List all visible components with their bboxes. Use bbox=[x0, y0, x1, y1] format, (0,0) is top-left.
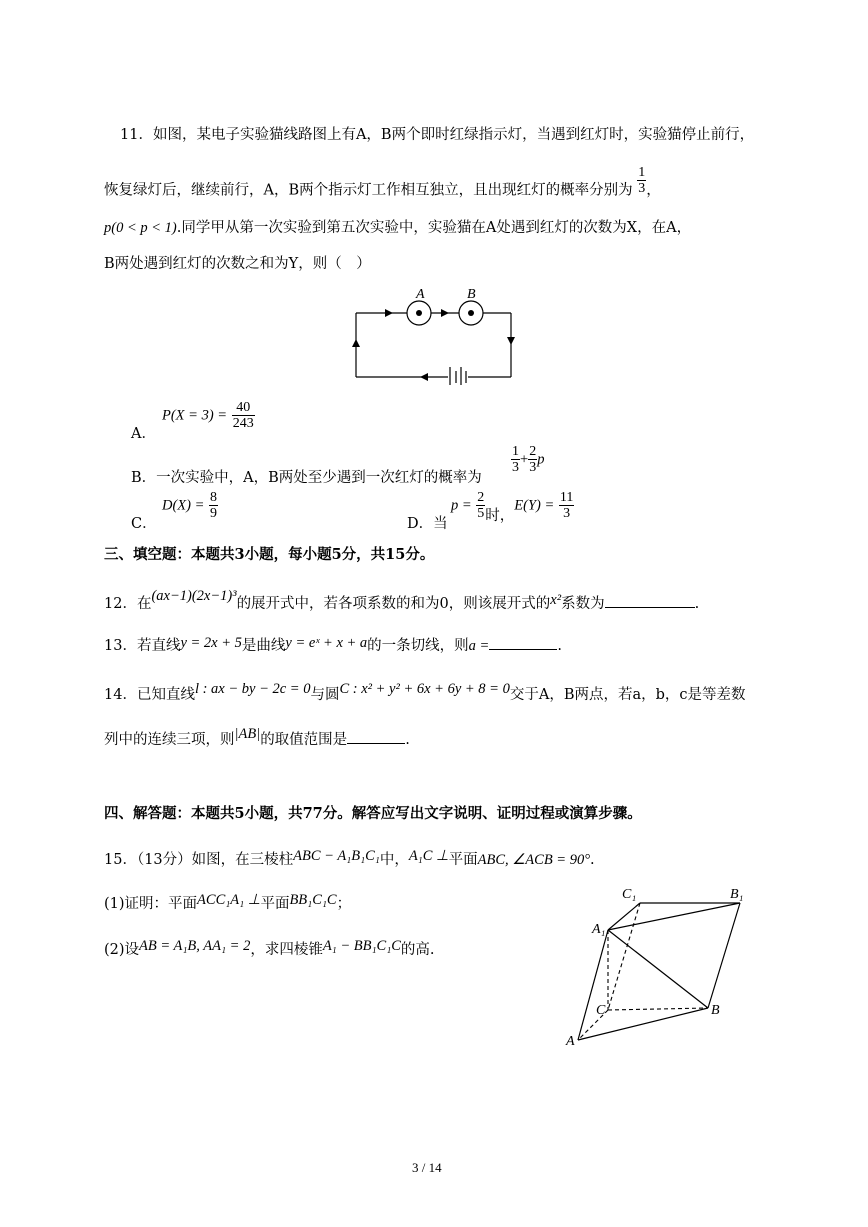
optD-label: D．当 bbox=[407, 516, 448, 532]
q15-part1: (1)证明：平面ACC₁A₁ ⊥平面BB₁C₁C； bbox=[104, 892, 352, 912]
label-b: B bbox=[711, 1003, 720, 1018]
q12-blank bbox=[605, 595, 695, 608]
q14-blank bbox=[347, 731, 405, 744]
fig-label-a: A bbox=[416, 287, 425, 302]
optA-math: P(X = 3) = $\frac{40}{243}$ bbox=[162, 400, 254, 431]
section4-heading: 四、解答题：本题共5小题，共77分。解答应写出文字说明、证明过程或演算步骤。 bbox=[104, 805, 642, 822]
optC-label: C． bbox=[131, 516, 157, 532]
q15-part2: (2)设AB = A₁B, AA₁ = 2，求四棱锥A₁ − BB₁C₁C的高. bbox=[104, 938, 435, 958]
optB-expr: $\frac{1}{3}$ + $\frac{2}{3}$ p bbox=[512, 444, 545, 475]
q11-line3-text: .同学甲从第一次实验到第五次实验中，实验猫在A处遇到红灯的次数为X，在A， bbox=[176, 220, 692, 236]
q11-line3 bbox=[104, 216, 691, 237]
q14-line1: 14．已知直线l : ax − by − 2c = 0与圆C : x² + y² + 6x + 6y + 8 = 0交于A，B两点，若a，b，c是等差数 bbox=[104, 681, 746, 703]
q11-line2-text: 恢复绿灯后，继续前行，A，B两个指示灯工作相互独立，且出现红灯的概率分别为 bbox=[104, 182, 633, 199]
prism-figure bbox=[560, 878, 760, 1050]
q11-line2 bbox=[104, 165, 661, 206]
optA-frac: $\frac{40}{243}$ bbox=[232, 400, 254, 431]
label-a: A bbox=[566, 1034, 575, 1049]
q13: 13．若直线y = 2x + 5是曲线y = eˣ + x + a的一条切线，则a = . bbox=[104, 635, 562, 654]
q13-blank bbox=[489, 637, 557, 650]
q12: 12．在(ax−1)(2x−1)³的展开式中，若各项系数的和为0，则该展开式的x²系数为 . bbox=[104, 588, 700, 612]
q15-stem: 15．（13分）如图，在三棱柱ABC − A₁B₁C₁中，A₁C ⊥平面ABC, ∠ACB = 90°. bbox=[104, 848, 595, 868]
q11-line4: B两处遇到红灯的次数之和为Y，则（ ） bbox=[104, 256, 371, 272]
label-c1: C₁ bbox=[622, 887, 637, 902]
q14-line2: 列中的连续三项，则|AB|的取值范围是 . bbox=[104, 726, 410, 748]
section3-heading: 三、填空题：本题共3小题，每小题5分，共15分。 bbox=[104, 546, 435, 563]
label-c: C bbox=[596, 1003, 606, 1018]
circuit-figure bbox=[340, 285, 530, 385]
optA-label: A． bbox=[131, 426, 156, 442]
q11-p-range: p(0 < p < 1) bbox=[104, 220, 177, 236]
q11-line1: 11．如图，某电子实验猫线路图上有A，B两个即时红绿指示灯，当遇到红灯时，实验猫停止前行， bbox=[120, 127, 755, 143]
label-b1: B₁ bbox=[730, 887, 744, 902]
page-number: 3 / 14 bbox=[412, 1160, 442, 1175]
optB: B．一次实验中，A，B两处至少遇到一次红灯的概率为 bbox=[131, 470, 482, 486]
optC-math: D(X) = $\frac{8}{9}$ bbox=[162, 490, 218, 521]
q11-line2-end: ， bbox=[646, 182, 661, 199]
optD-expr: p = $\frac{2}{5}$ 时，E(Y) = $\frac{11}{3}$ bbox=[451, 490, 574, 524]
fig-label-b: B bbox=[467, 287, 476, 302]
label-a1: A₁ bbox=[592, 922, 606, 937]
q11-frac: $\frac{1}{3}$ bbox=[638, 165, 646, 196]
